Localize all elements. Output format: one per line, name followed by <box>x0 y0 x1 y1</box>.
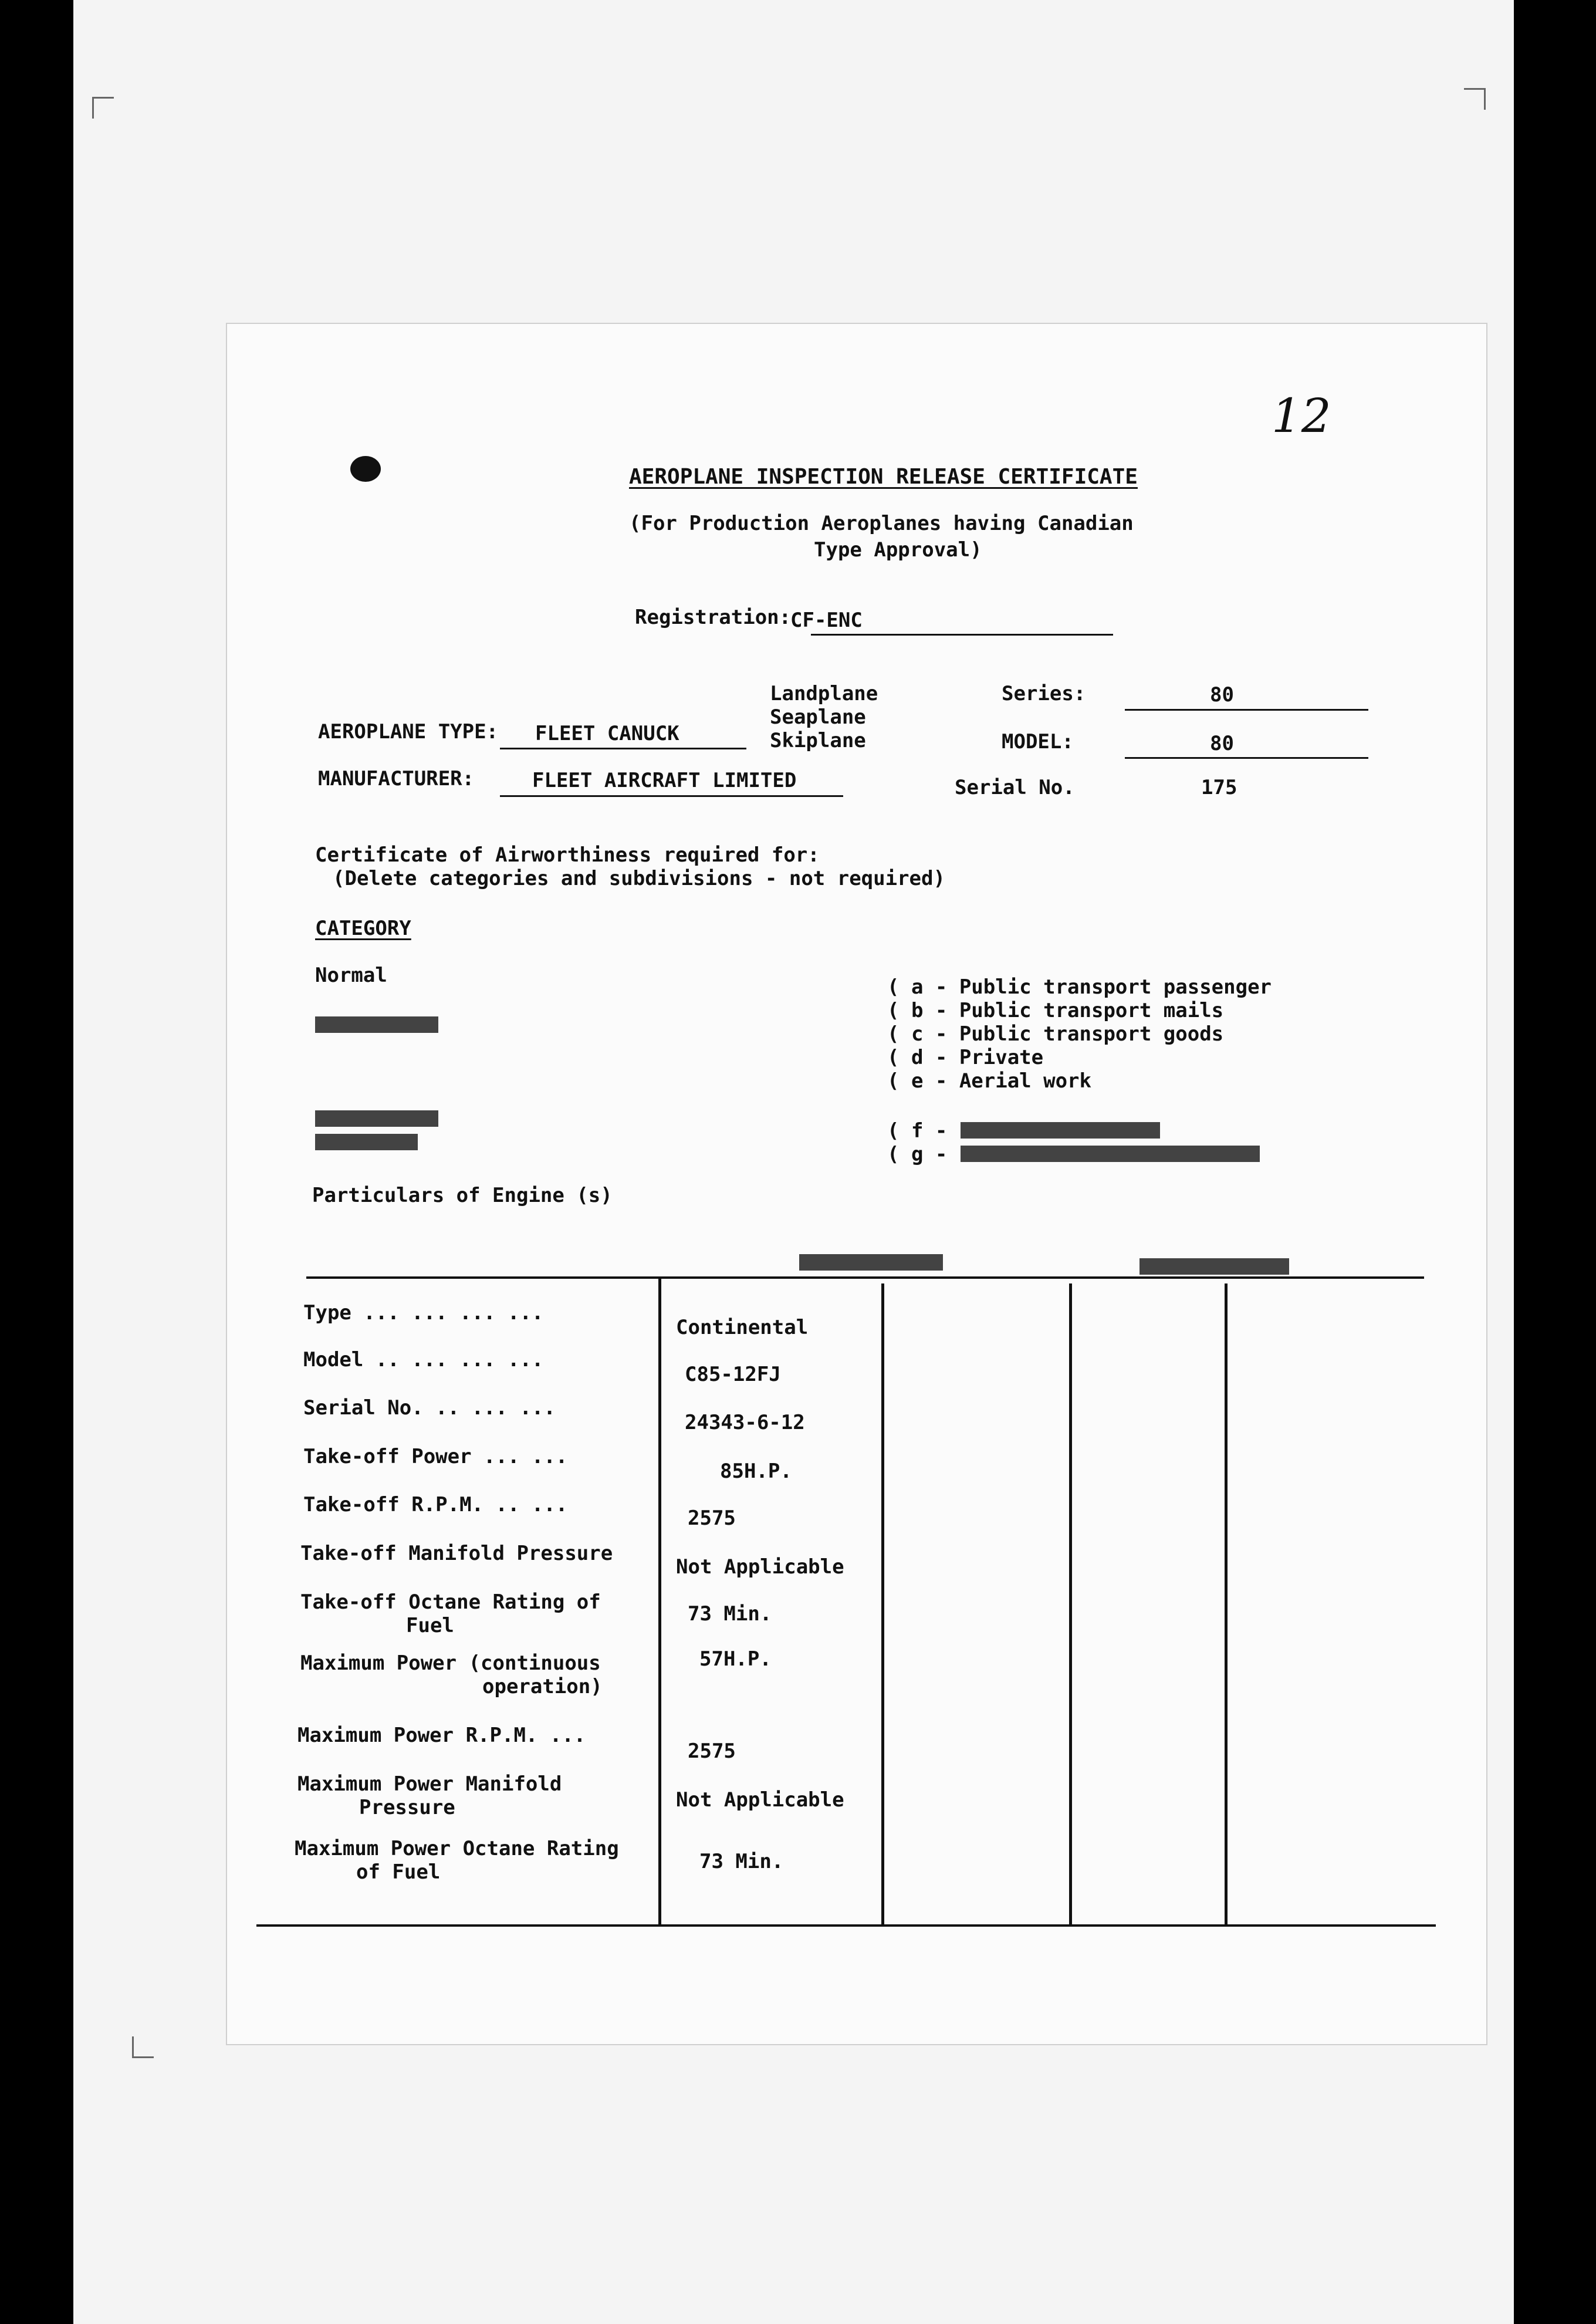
aeroplane-type-label: AEROPLANE TYPE: <box>318 720 499 744</box>
struck-out-engine-column-heading <box>799 1254 943 1271</box>
engine-row-label-cont: operation) <box>482 1675 603 1698</box>
table-column-divider <box>658 1276 661 1926</box>
manufacturer-value: FLEET AIRCRAFT LIMITED <box>532 769 797 792</box>
series-underline <box>1125 709 1368 711</box>
engine-row-label: Maximum Power (continuous <box>300 1651 601 1675</box>
struck-out-category <box>315 1016 438 1033</box>
struck-out-subdivision-g <box>961 1146 1260 1162</box>
page-number-annotation: 12 <box>1272 389 1331 443</box>
struck-out-subdivision-f <box>961 1122 1160 1139</box>
engine-row-value: Not Applicable <box>676 1788 844 1812</box>
subdivision-c: ( c - Public transport goods <box>887 1022 1224 1046</box>
engine-row-label: Maximum Power Manifold <box>297 1772 562 1796</box>
engine-row-value: 85H.P. <box>720 1460 792 1483</box>
engine-row-value: Continental <box>676 1316 809 1339</box>
certificate-subtitle-2: Type Approval) <box>814 538 982 562</box>
subdivision-g: ( g - <box>887 1143 948 1166</box>
certificate-title: AEROPLANE INSPECTION RELEASE CERTIFICATE <box>629 465 1138 489</box>
struck-out-category <box>315 1110 438 1127</box>
registration-value: CF-ENC <box>790 609 863 632</box>
engine-row-label: Maximum Power R.P.M. ... <box>297 1724 586 1747</box>
subdivision-a: ( a - Public transport passenger <box>887 975 1272 999</box>
series-value: 80 <box>1210 683 1234 707</box>
series-label: Series: <box>1002 682 1086 705</box>
category-normal: Normal <box>315 964 387 987</box>
engine-row-label-cont: Pressure <box>359 1796 455 1819</box>
config-landplane: Landplane <box>770 682 878 705</box>
engine-row-label: Serial No. .. ... ... <box>303 1396 556 1420</box>
engine-row-label: Type ... ... ... ... <box>303 1301 544 1325</box>
subdivision-d: ( d - Private <box>887 1046 1044 1069</box>
engine-row-value: 73 Min. <box>699 1850 784 1873</box>
config-seaplane: Seaplane <box>770 705 866 729</box>
engine-row-label: Model .. ... ... ... <box>303 1348 544 1372</box>
subdivision-b: ( b - Public transport mails <box>887 999 1224 1022</box>
subdivision-e: ( e - Aerial work <box>887 1069 1091 1093</box>
model-value: 80 <box>1210 732 1234 755</box>
engine-row-value: 2575 <box>688 1506 736 1530</box>
struck-out-engine-column-heading <box>1139 1258 1289 1275</box>
crop-mark <box>92 97 114 119</box>
table-column-divider <box>881 1283 884 1926</box>
manufacturer-underline <box>500 795 843 797</box>
engine-row-value: C85-12FJ <box>685 1363 781 1386</box>
registration-underline <box>811 634 1113 636</box>
crop-mark <box>132 2036 154 2058</box>
engine-row-label: Take-off Manifold Pressure <box>300 1542 613 1565</box>
certificate-sheet <box>226 323 1487 2045</box>
serial-number-value: 175 <box>1201 776 1237 799</box>
config-skiplane: Skiplane <box>770 729 866 752</box>
subdivision-f: ( f - <box>887 1119 948 1143</box>
aeroplane-type-value: FLEET CANUCK <box>535 722 679 745</box>
engine-row-label: Take-off Octane Rating of <box>300 1590 601 1614</box>
engine-particulars-heading: Particulars of Engine (s) <box>312 1184 613 1207</box>
engine-row-label: Take-off Power ... ... <box>303 1445 568 1468</box>
crop-mark <box>1464 88 1486 110</box>
engine-row-value: 2575 <box>688 1739 736 1763</box>
engine-row-label: Maximum Power Octane Rating <box>295 1837 619 1860</box>
engine-row-label: Take-off R.P.M. .. ... <box>303 1493 568 1516</box>
aeroplane-type-underline <box>500 748 746 749</box>
coa-line-1: Certificate of Airworthiness required for: <box>315 843 820 867</box>
engine-row-value: 73 Min. <box>688 1602 772 1626</box>
struck-out-category <box>315 1134 418 1150</box>
serial-number-label: Serial No. <box>955 776 1075 799</box>
engine-row-value: 57H.P. <box>699 1647 772 1671</box>
engine-row-value: Not Applicable <box>676 1555 844 1579</box>
registration-label: Registration: <box>635 606 792 629</box>
engine-row-label-cont: of Fuel <box>356 1860 441 1884</box>
table-column-divider <box>1225 1283 1228 1926</box>
category-heading: CATEGORY <box>315 917 411 940</box>
table-bottom-rule <box>256 1924 1436 1927</box>
punch-hole <box>350 456 381 482</box>
engine-row-value: 24343-6-12 <box>685 1411 805 1434</box>
model-underline <box>1125 757 1368 759</box>
model-label: MODEL: <box>1002 730 1074 754</box>
manufacturer-label: MANUFACTURER: <box>318 767 475 791</box>
certificate-subtitle-1: (For Production Aeroplanes having Canadian <box>629 512 1134 535</box>
engine-row-label-cont: Fuel <box>406 1614 454 1637</box>
table-column-divider <box>1069 1283 1072 1926</box>
coa-line-2: (Delete categories and subdivisions - not required) <box>333 867 945 890</box>
table-top-rule <box>306 1276 1424 1279</box>
